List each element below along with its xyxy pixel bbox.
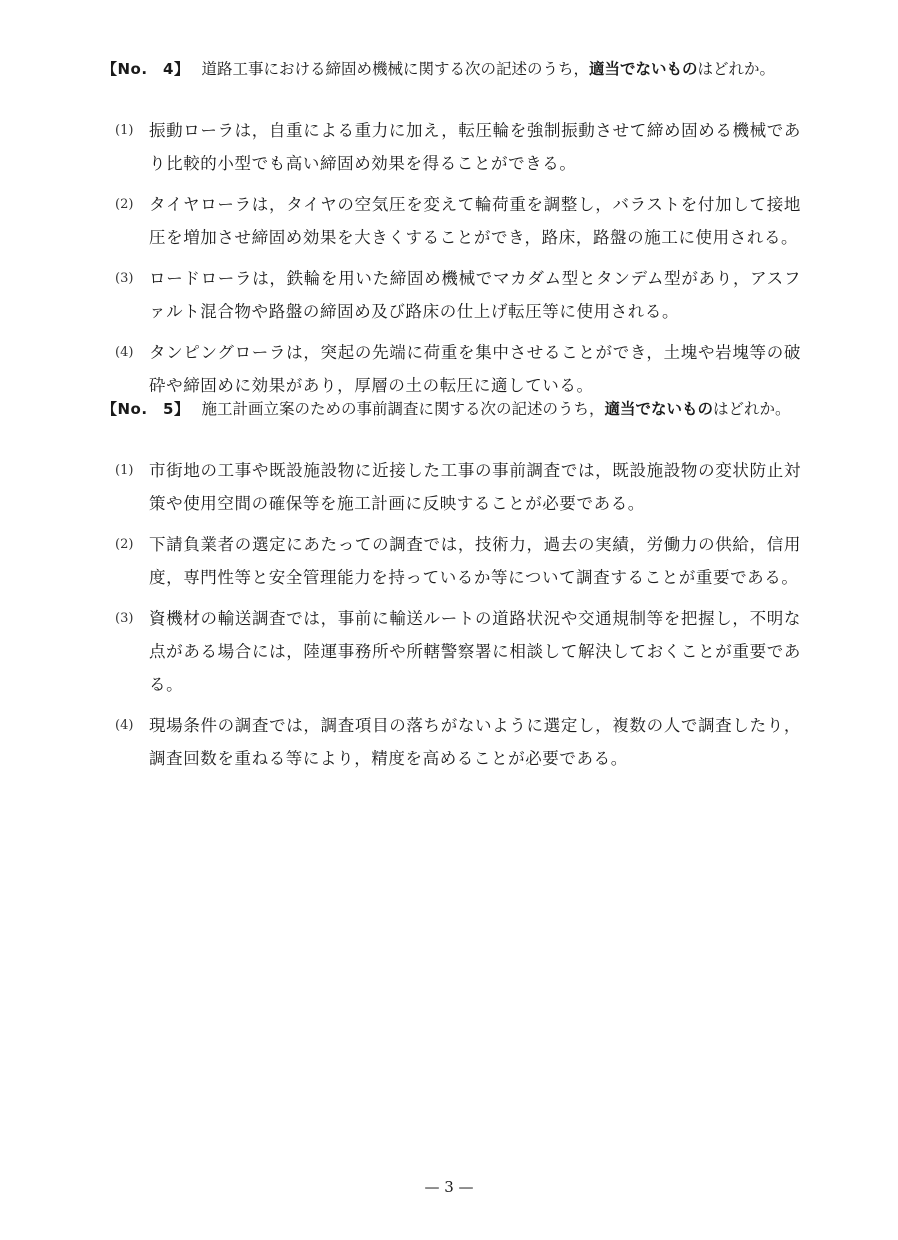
- choice-number: (2): [115, 537, 134, 552]
- choice-number: (3): [115, 271, 134, 286]
- prompt-text: 施工計画立案のための事前調査に関する次の記述のうち，: [201, 400, 605, 418]
- choice-list: [115, 454, 802, 775]
- question-4: [102, 58, 802, 410]
- choice-number: (1): [115, 123, 134, 138]
- choice-text: 資機材の輸送調査では，事前に輸送ルートの道路状況や交通規制等を把握し，不明な点がある場合には，陸運事務所や所轄警察署に相談して解決しておくことが重要である。: [149, 609, 801, 694]
- question-prompt: [202, 58, 776, 80]
- choice-item: [115, 188, 802, 254]
- choice-text: ロードローラは，鉄輪を用いた締固め機械でマカダム型とタンデム型があり，アスファルト混合物や路盤の締固め及び路床の仕上げ転圧等に使用される。: [149, 269, 801, 321]
- prompt-emphasis: 適当でないもの: [604, 400, 714, 418]
- question-prompt: [202, 398, 791, 420]
- choice-text: 市街地の工事や既設施設物に近接した工事の事前調査では，既設施設物の変状防止対策や使用空間の確保等を施工計画に反映することが必要である。: [149, 461, 801, 513]
- choice-item: [115, 709, 802, 775]
- prompt-emphasis: 適当でないもの: [589, 60, 698, 78]
- choice-item: [115, 262, 802, 328]
- choice-item: [115, 528, 802, 594]
- choice-number: (4): [115, 345, 134, 360]
- choice-text: 振動ローラは，自重による重力に加え，転圧輪を強制振動させて締め固める機械であり比較的小型でも高い締固め効果を得ることができる。: [149, 121, 801, 173]
- question-header: [102, 398, 802, 420]
- choice-number: (2): [115, 197, 134, 212]
- choice-number: (4): [115, 718, 134, 733]
- choice-text: 下請負業者の選定にあたっての調査では，技術力，過去の実績，労働力の供給，信用度，専門性等と安全管理能力を持っているか等について調査することが重要である。: [149, 535, 801, 587]
- question-number: 【No. 5】: [102, 400, 190, 418]
- choice-number: (3): [115, 611, 134, 626]
- choice-text: 現場条件の調査では，調査項目の落ちがないように選定し，複数の人で調査したり，調査回数を重ねる等により，精度を高めることが必要である。: [149, 716, 801, 768]
- choice-item: [115, 114, 802, 180]
- choice-item: [115, 454, 802, 520]
- choice-list: [115, 114, 802, 402]
- choice-text: タンピングローラは，突起の先端に荷重を集中させることができ，土塊や岩塊等の破砕や締固めに効果があり，厚層の土の転圧に適している。: [149, 343, 801, 395]
- choice-number: (1): [115, 463, 134, 478]
- question-5: [102, 398, 802, 783]
- question-number: 【No. 4】: [102, 60, 190, 78]
- question-header: [102, 58, 802, 80]
- prompt-ending: はどれか。: [713, 400, 791, 418]
- choice-text: タイヤローラは，タイヤの空気圧を変えて輪荷重を調整し，バラストを付加して接地圧を増加させ締固め効果を大きくすることができ，路床，路盤の施工に使用される。: [149, 195, 801, 247]
- choice-item: [115, 602, 802, 701]
- choice-item: [115, 336, 802, 402]
- page-number: — 3 —: [424, 1178, 474, 1196]
- prompt-ending: はどれか。: [697, 60, 776, 78]
- prompt-text: 道路工事における締固め機械に関する次の記述のうち，: [201, 60, 590, 78]
